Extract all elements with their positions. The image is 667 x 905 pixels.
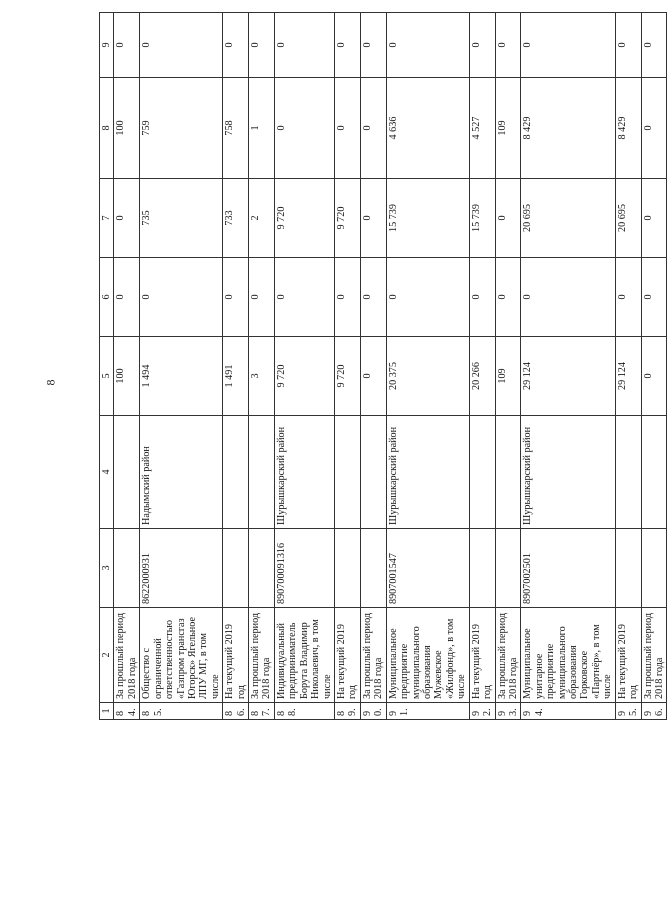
value-cell: 0	[641, 337, 667, 416]
value-cell: 29 124	[521, 337, 615, 416]
value-cell: 0	[360, 78, 386, 179]
row-number-cell: 89.	[335, 703, 361, 720]
header-cell: 2	[100, 608, 114, 703]
value-cell: 735	[140, 179, 223, 258]
value-cell: 0	[641, 258, 667, 337]
row-number-cell: 85.	[140, 703, 223, 720]
table-row	[521, 13, 615, 720]
value-cell: 0	[521, 258, 615, 337]
value-cell: 0	[114, 258, 140, 337]
table-row	[114, 13, 140, 720]
value-cell: 100	[114, 337, 140, 416]
name-cell: Муниципальное унитарное предприятие муниципального образования Горковское «Партнёр», в том числе	[521, 608, 615, 703]
row-number-cell: 92.	[469, 703, 495, 720]
value-cell: 0	[114, 179, 140, 258]
header-cell: 3	[100, 529, 114, 608]
value-cell: 1 494	[140, 337, 223, 416]
name-cell: Индивидуальный предприниматель Борута Владимир Николаевич, в том числе	[274, 608, 334, 703]
table-row	[615, 13, 641, 720]
name-cell: За прошлый период 2018 года	[495, 608, 521, 703]
name-cell: На текущий 2019 год	[223, 608, 249, 703]
row-number-cell: 88.	[274, 703, 334, 720]
column-number-row	[100, 13, 114, 720]
district-cell: Шурышкарский район	[274, 416, 334, 529]
value-cell: 109	[495, 78, 521, 179]
value-cell: 0	[615, 258, 641, 337]
table-row	[495, 13, 521, 720]
table-row	[469, 13, 495, 720]
value-cell: 733	[223, 179, 249, 258]
district-cell	[114, 416, 140, 529]
value-cell: 8 429	[615, 78, 641, 179]
row-number-cell: 86.	[223, 703, 249, 720]
value-cell: 29 124	[615, 337, 641, 416]
row-number-cell: 90.	[360, 703, 386, 720]
inn-cell	[495, 529, 521, 608]
value-cell: 0	[249, 13, 275, 78]
value-cell: 0	[140, 13, 223, 78]
name-cell: На текущий 2019 год	[469, 608, 495, 703]
district-cell	[360, 416, 386, 529]
row-number-cell: 93.	[495, 703, 521, 720]
value-cell: 15 739	[469, 179, 495, 258]
value-cell: 0	[274, 13, 334, 78]
header-cell: 9	[100, 13, 114, 78]
value-cell: 0	[615, 13, 641, 78]
row-number-cell: 87.	[249, 703, 275, 720]
header-cell: 7	[100, 179, 114, 258]
value-cell: 0	[114, 13, 140, 78]
inn-cell: 890700091316	[274, 529, 334, 608]
district-cell: Надымский район	[140, 416, 223, 529]
district-cell	[249, 416, 275, 529]
name-cell: Общество с ограниченной ответственностью «Газпром трансгаз Югорск» Ягельное ЛПУ МГ, в том числе	[140, 608, 223, 703]
inn-cell	[223, 529, 249, 608]
inn-cell	[641, 529, 667, 608]
name-cell: За прошлый период 2018 года	[641, 608, 667, 703]
value-cell: 4 636	[386, 78, 469, 179]
inn-cell	[335, 529, 361, 608]
table-body	[114, 13, 667, 720]
value-cell: 9 720	[274, 337, 334, 416]
table-row	[249, 13, 275, 720]
value-cell: 1	[249, 78, 275, 179]
value-cell: 0	[495, 258, 521, 337]
header-cell: 5	[100, 337, 114, 416]
data-table	[99, 12, 667, 720]
table-row	[274, 13, 334, 720]
value-cell: 0	[469, 258, 495, 337]
value-cell: 0	[274, 78, 334, 179]
value-cell: 0	[140, 258, 223, 337]
value-cell: 0	[360, 13, 386, 78]
district-cell	[223, 416, 249, 529]
value-cell: 1 491	[223, 337, 249, 416]
value-cell: 0	[641, 179, 667, 258]
value-cell: 0	[495, 13, 521, 78]
value-cell: 0	[223, 258, 249, 337]
value-cell: 0	[274, 258, 334, 337]
value-cell: 0	[360, 179, 386, 258]
value-cell: 0	[360, 258, 386, 337]
table-row	[360, 13, 386, 720]
table-row	[386, 13, 469, 720]
name-cell: За прошлый период 2018 года	[360, 608, 386, 703]
district-cell	[615, 416, 641, 529]
inn-cell	[360, 529, 386, 608]
page-number: 8	[43, 379, 58, 386]
value-cell: 0	[335, 13, 361, 78]
value-cell: 758	[223, 78, 249, 179]
inn-cell: 8622000931	[140, 529, 223, 608]
table-row	[641, 13, 667, 720]
district-cell	[335, 416, 361, 529]
value-cell: 9 720	[335, 337, 361, 416]
value-cell: 9 720	[274, 179, 334, 258]
value-cell: 0	[360, 337, 386, 416]
value-cell: 2	[249, 179, 275, 258]
name-cell: За прошлый период 2018 года	[249, 608, 275, 703]
header-cell: 8	[100, 78, 114, 179]
value-cell: 109	[495, 337, 521, 416]
inn-cell	[249, 529, 275, 608]
value-cell: 0	[469, 13, 495, 78]
value-cell: 100	[114, 78, 140, 179]
value-cell: 0	[641, 78, 667, 179]
table-row	[223, 13, 249, 720]
inn-cell: 8907001547	[386, 529, 469, 608]
value-cell: 0	[521, 13, 615, 78]
name-cell: За прошлый период 2018 года	[114, 608, 140, 703]
value-cell: 0	[249, 258, 275, 337]
table-row	[335, 13, 361, 720]
header-cell: 6	[100, 258, 114, 337]
name-cell: На текущий 2019 год	[615, 608, 641, 703]
value-cell: 0	[335, 258, 361, 337]
row-number-cell: 91.	[386, 703, 469, 720]
row-number-cell: 94.	[521, 703, 615, 720]
inn-cell: 8907002501	[521, 529, 615, 608]
row-number-cell: 95.	[615, 703, 641, 720]
value-cell: 20 266	[469, 337, 495, 416]
inn-cell	[615, 529, 641, 608]
district-cell	[495, 416, 521, 529]
row-number-cell: 84.	[114, 703, 140, 720]
value-cell: 3	[249, 337, 275, 416]
name-cell: На текущий 2019 год	[335, 608, 361, 703]
table-container	[99, 33, 665, 720]
name-cell: Муниципальное предприятие муниципального образования Мужевское «Жилфонд», в том числе	[386, 608, 469, 703]
inn-cell	[114, 529, 140, 608]
district-cell: Шурышкарский район	[521, 416, 615, 529]
district-cell	[469, 416, 495, 529]
row-number-cell: 96.	[641, 703, 667, 720]
value-cell: 0	[495, 179, 521, 258]
value-cell: 20 375	[386, 337, 469, 416]
value-cell: 8 429	[521, 78, 615, 179]
value-cell: 0	[223, 13, 249, 78]
district-cell	[641, 416, 667, 529]
value-cell: 4 527	[469, 78, 495, 179]
value-cell: 0	[641, 13, 667, 78]
value-cell: 759	[140, 78, 223, 179]
value-cell: 0	[386, 13, 469, 78]
value-cell: 0	[386, 258, 469, 337]
inn-cell	[469, 529, 495, 608]
value-cell: 0	[335, 78, 361, 179]
value-cell: 20 695	[615, 179, 641, 258]
value-cell: 9 720	[335, 179, 361, 258]
table-row	[140, 13, 223, 720]
rotated-table-frame	[99, 33, 665, 720]
header-cell: 1	[100, 703, 114, 720]
district-cell: Шурышкарский район	[386, 416, 469, 529]
header-cell: 4	[100, 416, 114, 529]
value-cell: 20 695	[521, 179, 615, 258]
value-cell: 15 739	[386, 179, 469, 258]
